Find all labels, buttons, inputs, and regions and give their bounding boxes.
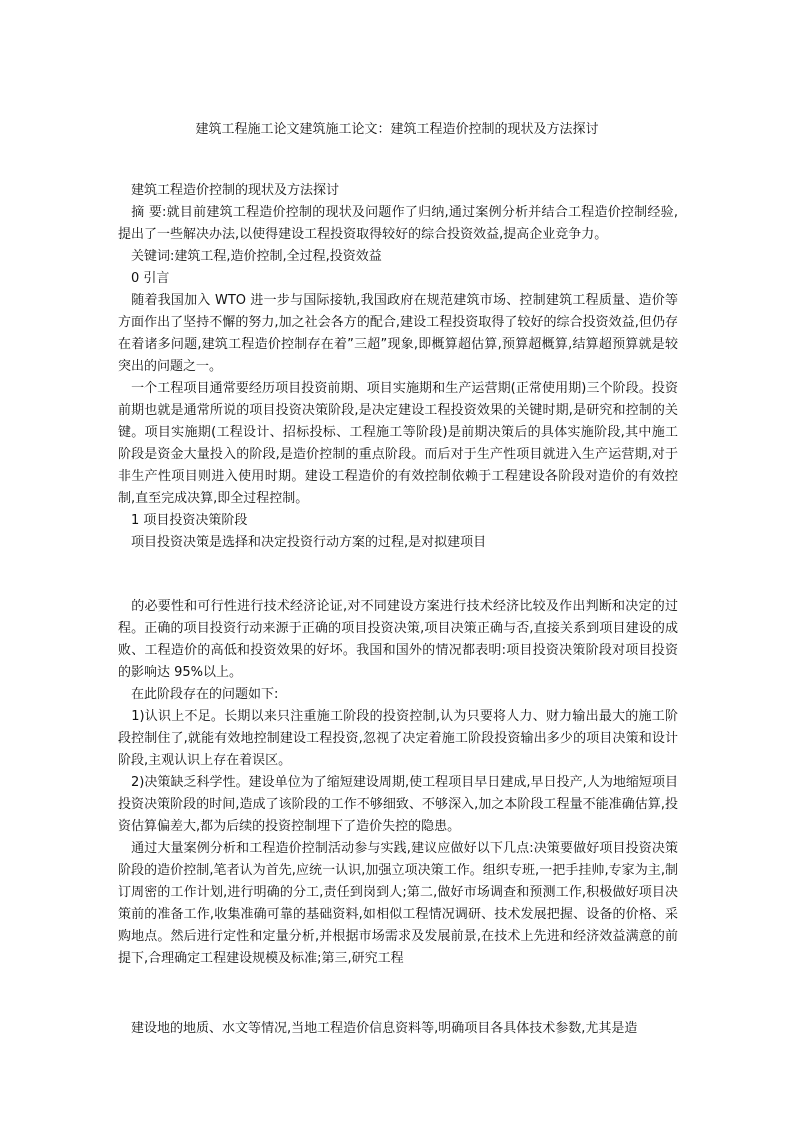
text-block-2 bbox=[118, 596, 678, 970]
document-title: 建筑工程施工论文建筑施工论文：建筑工程造价控制的现状及方法探讨 bbox=[195, 122, 599, 137]
section-1-heading: 1 项目投资决策阶段 bbox=[118, 513, 248, 528]
body-paragraph: 建设地的地质、水文等情况,当地工程造价信息资料等,明确项目各具体技术参数,尤其是造 bbox=[118, 1021, 638, 1036]
body-paragraph: 通过大量案例分析和工程造价控制活动参与实践,建议应做好以下几点:决策要做好项目投资决策阶段的造价控制,笔者认为首先,应统一认识,加强立项决策工作。组织专班,一把手挂帅,专家为主,制订周密的工作计划,进行明确的分工,责任到岗到人;第二,做好市场调查和预测工作,积极做好项目决策前的准备工作,收集准确可靠的基础资料,如相似工程情况调研、技术发展把握、设备的价格、采购地点。然后进行定性和定量分析,并根据市场需求及发展前景,在技术上先进和经济效益满意的前提下,合理确定工程建设规模及标准;第三,研究工程 bbox=[118, 841, 678, 966]
text-block-1 bbox=[118, 180, 678, 554]
keywords-line: 关键词:建筑工程,造价控制,全过程,投资效益 bbox=[118, 249, 382, 264]
body-paragraph: 在此阶段存在的问题如下: bbox=[118, 687, 279, 702]
body-paragraph: 一个工程项目通常要经历项目投资前期、项目实施期和生产运营期(正常使用期)三个阶段。投资前期也就是通常所说的项目投资决策阶段,是决定建设工程投资效果的关键时期,是研究和控制的关键。项目实施期(工程设计、招标投标、工程施工等阶段)是前期决策后的具体实施阶段,其中施工阶段是资金大量投入的阶段,是造价控制的重点阶段。而后对于生产性项目就进入生产运营期,对于非生产性项目则进入使用时期。建设工程造价的有效控制依赖于工程建设各阶段对造价的有效控制,直至完成决算,即全过程控制。 bbox=[118, 381, 678, 506]
list-item: 1)认识上不足。长期以来只注重施工阶段的投资控制,认为只要将人力、财力输出最大的施工阶段控制住了,就能有效地控制建设工程投资,忽视了决定着施工阶段投资输出多少的项目决策和设计阶段,主观认识上存在着误区。 bbox=[118, 709, 678, 768]
section-heading: 建筑工程造价控制的现状及方法探讨 bbox=[118, 183, 340, 198]
text-block-3 bbox=[118, 1018, 678, 1040]
body-paragraph: 项目投资决策是选择和决定投资行动方案的过程,是对拟建项目 bbox=[118, 535, 487, 550]
abstract-paragraph: 摘 要:就目前建筑工程造价控制的现状及问题作了归纳,通过案例分析并结合工程造价控制经验,提出了一些解决办法,以使得建设工程投资取得较好的综合投资效益,提高企业竞争力。 bbox=[118, 205, 678, 242]
intro-heading: 0 引言 bbox=[118, 271, 170, 286]
body-paragraph: 随着我国加入 WTO 进一步与国际接轨,我国政府在规范建筑市场、控制建筑工程质量、造价等方面作出了坚持不懈的努力,加之社会各方的配合,建设工程投资取得了较好的综合投资效益,但仍存在着诸多问题,建筑工程造价控制存在着”三超”现象,即概算超估算,预算超概算,结算超预算就是较突出的问题之一。 bbox=[118, 293, 678, 374]
body-paragraph: 的必要性和可行性进行技术经济论证,对不同建设方案进行技术经济比较及作出判断和决定的过程。正确的项目投资行动来源于正确的项目投资决策,项目决策正确与否,直接关系到项目建设的成败、工程造价的高低和投资效果的好坏。我国和国外的情况都表明:项目投资决策阶段对项目投资的影响达 95%以上。 bbox=[118, 599, 678, 680]
list-item: 2)决策缺乏科学性。建设单位为了缩短建设周期,使工程项目早日建成,早日投产,人为地缩短项目投资决策阶段的时间,造成了该阶段的工作不够细致、不够深入,加之本阶段工程量不能准确估算,投资估算偏差大,都为后续的投资控制埋下了造价失控的隐患。 bbox=[118, 775, 678, 834]
